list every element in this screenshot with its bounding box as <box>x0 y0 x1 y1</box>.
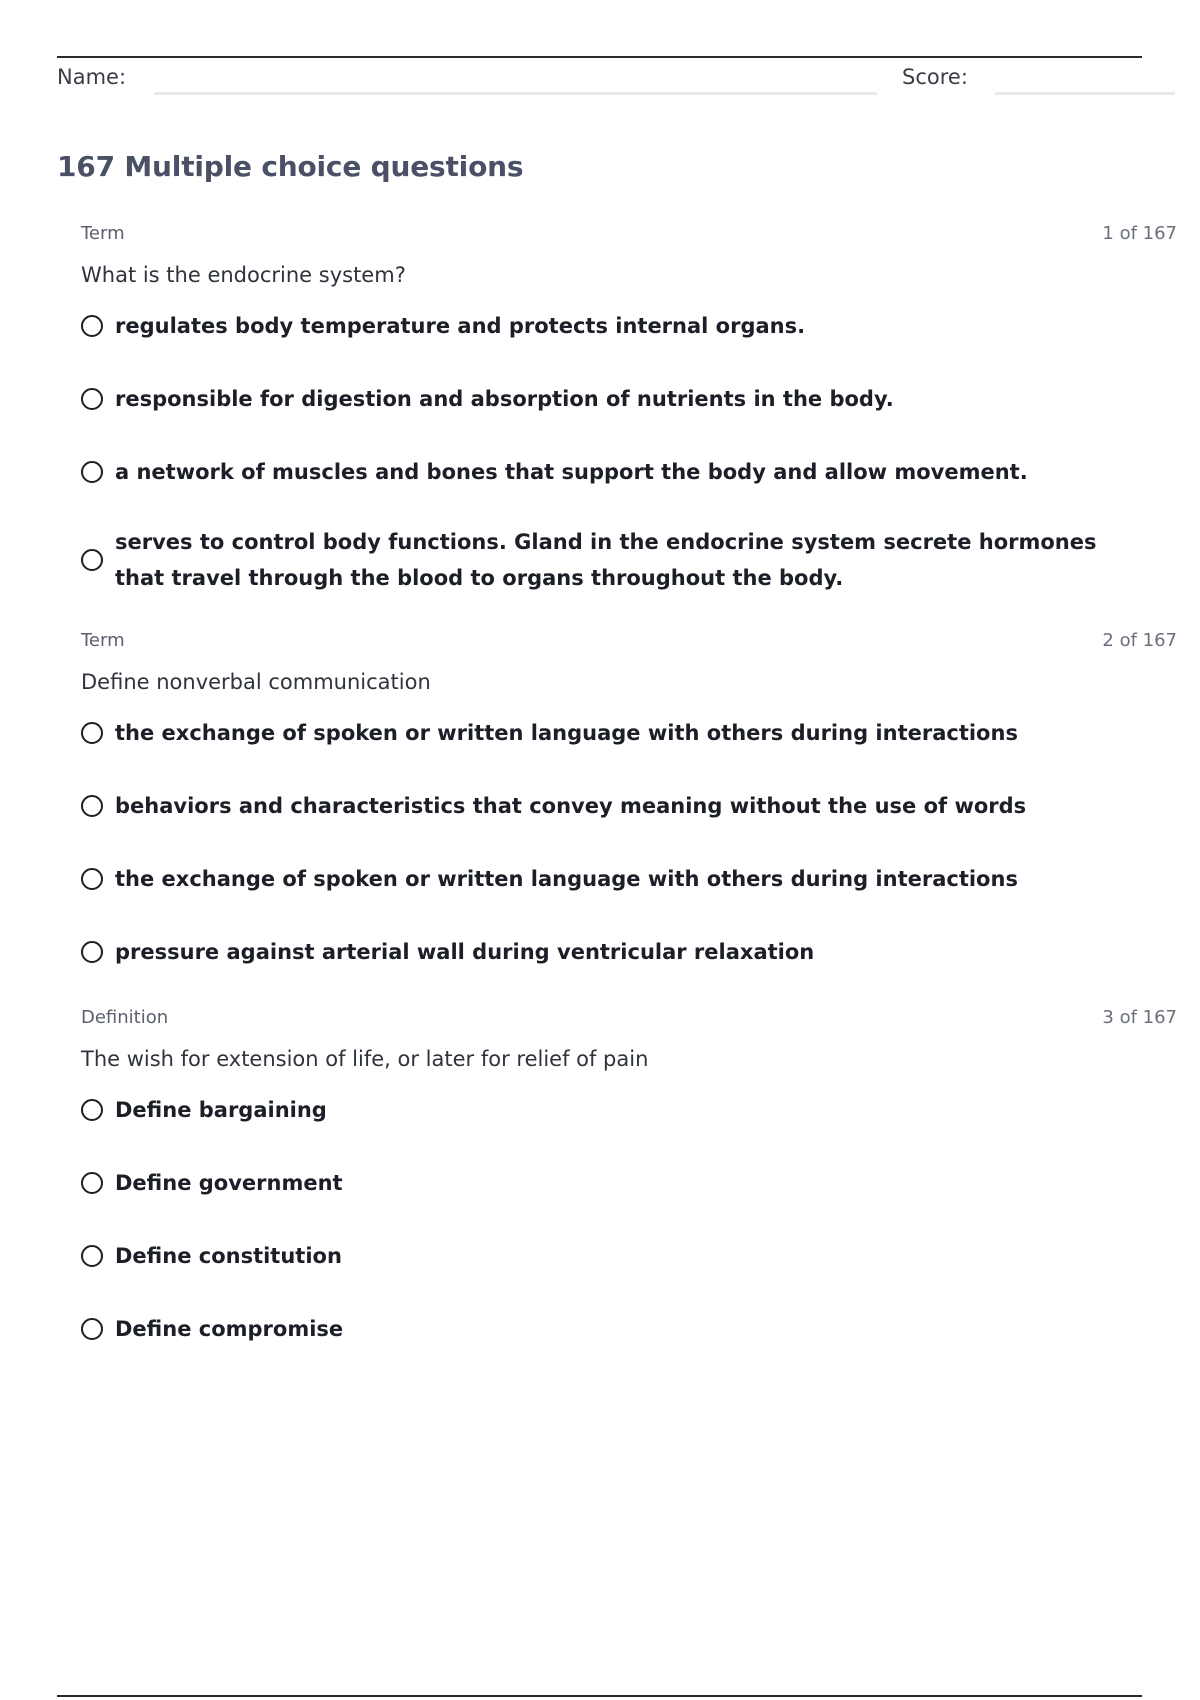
answer-option-label: Define government <box>115 1171 343 1195</box>
answer-option-label: Define bargaining <box>115 1098 327 1122</box>
answer-option[interactable] <box>81 378 1177 420</box>
radio-button-icon[interactable] <box>81 461 103 483</box>
answer-option-label: the exchange of spoken or written language with others during interactions <box>115 867 1018 891</box>
radio-button-icon[interactable] <box>81 868 103 890</box>
top-divider <box>57 56 1142 58</box>
name-field[interactable] <box>154 92 877 95</box>
answer-option-label: Define constitution <box>115 1244 342 1268</box>
answer-option-label: Define compromise <box>115 1317 344 1341</box>
answer-option-label: regulates body temperature and protects internal organs. <box>115 314 806 338</box>
name-score-header <box>57 62 1177 102</box>
answer-option-label: serves to control body functions. Gland in the endocrine system secrete hormones that travel through the blood to organs throughout the body. <box>115 530 1097 590</box>
question-prompt: Define nonverbal communication <box>81 670 431 694</box>
answer-option-label: pressure against arterial wall during ventricular relaxation <box>115 940 815 964</box>
page-title: 167 Multiple choice questions <box>57 150 524 183</box>
radio-button-icon[interactable] <box>81 722 103 744</box>
answer-option[interactable] <box>81 931 1177 973</box>
answer-option-label: the exchange of spoken or written language with others during interactions <box>115 721 1018 745</box>
answer-option[interactable] <box>81 1235 1177 1277</box>
question-list <box>81 222 1177 1350</box>
answer-option[interactable] <box>81 785 1177 827</box>
radio-button-icon[interactable] <box>81 941 103 963</box>
answer-options <box>81 1089 1177 1350</box>
question-prompt: The wish for extension of life, or later for relief of pain <box>81 1047 649 1071</box>
radio-button-icon[interactable] <box>81 388 103 410</box>
question-counter: 2 of 167 <box>1102 630 1177 651</box>
question-counter: 1 of 167 <box>1102 223 1177 244</box>
question-prompt: What is the endocrine system? <box>81 263 406 287</box>
radio-button-icon[interactable] <box>81 795 103 817</box>
answer-option-label: a network of muscles and bones that support the body and allow movement. <box>115 460 1028 484</box>
radio-button-icon[interactable] <box>81 549 103 571</box>
score-field[interactable] <box>995 92 1175 95</box>
radio-button-icon[interactable] <box>81 315 103 337</box>
radio-button-icon[interactable] <box>81 1245 103 1267</box>
radio-button-icon[interactable] <box>81 1099 103 1121</box>
question-3 <box>81 1006 1177 1350</box>
answer-option[interactable] <box>81 524 1177 596</box>
answer-option[interactable] <box>81 858 1177 900</box>
question-2 <box>81 629 1177 973</box>
answer-options <box>81 712 1177 973</box>
name-label: Name: <box>57 65 127 89</box>
question-type-label: Term <box>81 630 125 651</box>
answer-option[interactable] <box>81 1089 1177 1131</box>
answer-option[interactable] <box>81 1308 1177 1350</box>
answer-option[interactable] <box>81 712 1177 754</box>
answer-options <box>81 305 1177 596</box>
radio-button-icon[interactable] <box>81 1172 103 1194</box>
question-1 <box>81 222 1177 596</box>
answer-option-label: behaviors and characteristics that convey meaning without the use of words <box>115 794 1027 818</box>
question-type-label: Definition <box>81 1007 169 1028</box>
answer-option-label: responsible for digestion and absorption of nutrients in the body. <box>115 387 894 411</box>
question-type-label: Term <box>81 223 125 244</box>
radio-button-icon[interactable] <box>81 1318 103 1340</box>
answer-option[interactable] <box>81 1162 1177 1204</box>
score-label: Score: <box>902 65 968 89</box>
question-counter: 3 of 167 <box>1102 1007 1177 1028</box>
bottom-divider <box>57 1695 1142 1697</box>
answer-option[interactable] <box>81 451 1177 493</box>
answer-option[interactable] <box>81 305 1177 347</box>
